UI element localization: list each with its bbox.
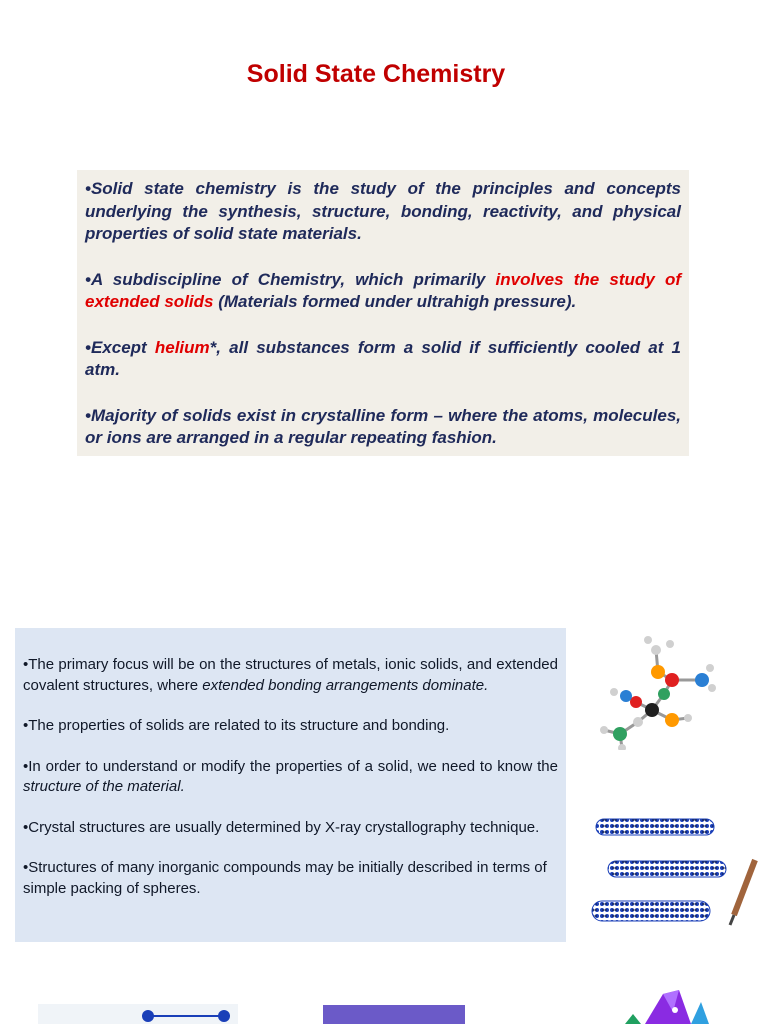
lattice-illustration <box>38 1004 238 1024</box>
page-title: Solid State Chemistry <box>246 60 506 88</box>
focus-paragraph-2 <box>23 716 558 737</box>
focus-text-5: •Structures of many inorganic compounds may be initially described in terms of simple packing of spheres. <box>23 859 547 897</box>
focus-text-4: •Crystal structures are usually determined by X-ray crystallography technique. <box>23 818 540 836</box>
molecule-illustration <box>592 630 720 750</box>
intro-text-3c: *, all substances form a solid if sufficiently cooled at 1 atm. <box>85 337 681 379</box>
intro-paragraph-2 <box>85 269 681 314</box>
focus-paragraph-4 <box>23 818 558 839</box>
focus-text-2: •The properties of solids are related to its structure and bonding. <box>23 717 450 734</box>
focus-paragraph-3 <box>23 757 558 798</box>
intro-text-2c: (Materials formed under ultrahigh pressure). <box>213 292 577 311</box>
intro-highlight-extended-solids: involves the study of extended solids <box>85 269 681 311</box>
focus-text-3a: •In order to understand or modify the properties of a solid, we need to know the <box>23 757 558 775</box>
intro-text-3a: •Except <box>85 337 155 357</box>
intro-paragraph-1 <box>85 178 681 246</box>
focus-text-3b: structure of the material. <box>23 778 185 795</box>
intro-highlight-helium: helium <box>154 337 210 357</box>
intro-paragraph-4 <box>85 405 681 450</box>
focus-text-1b: extended bonding arrangements dominate. <box>202 676 489 694</box>
intro-text-2a: •A subdiscipline of Chemistry, which primarily <box>85 269 496 289</box>
intro-text-1: •Solid state chemistry is the study of the principles and concepts underlying the synthesis, structure, bonding, reactivity, and physical properties of solid state materials. <box>85 179 681 243</box>
focus-paragraph-5 <box>23 858 558 899</box>
focus-text-1a: •The primary focus will be on the structures of metals, ionic solids, and extended covalent structures, where <box>23 656 558 694</box>
graphite-layer-middle <box>608 861 726 877</box>
intro-text-4: •Majority of solids exist in crystalline form – where the atoms, molecules, or ions are arranged in a regular repeating fashion. <box>85 405 681 447</box>
focus-box <box>15 628 566 942</box>
crystal-illustration <box>615 990 725 1024</box>
graphite-layers-illustration <box>590 805 760 940</box>
intro-paragraph-3 <box>85 337 681 382</box>
graphite-layer-top <box>596 819 714 835</box>
purple-block-illustration <box>323 1005 465 1024</box>
focus-paragraph-1 <box>23 655 558 696</box>
intro-box <box>77 170 689 456</box>
graphite-layer-bottom <box>592 901 710 921</box>
